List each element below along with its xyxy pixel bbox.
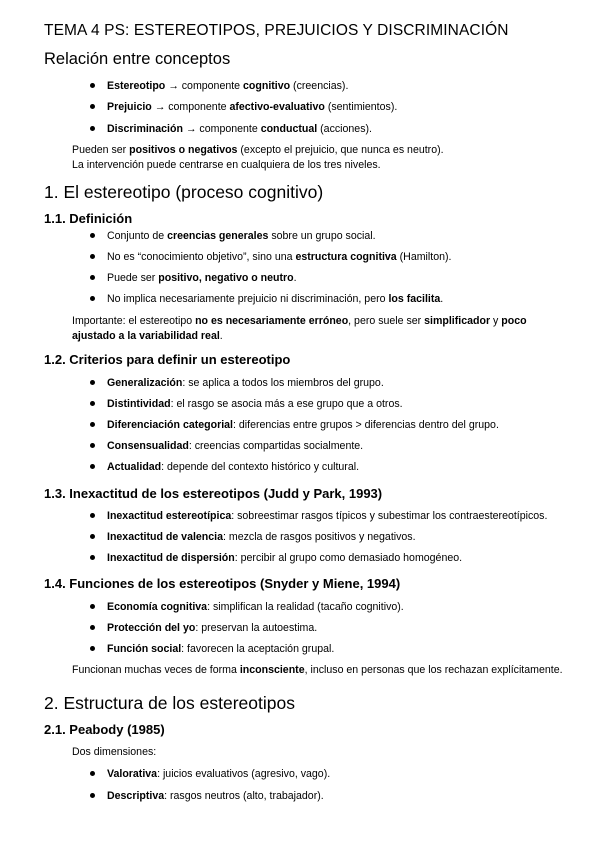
bullet-icon bbox=[90, 126, 95, 131]
list-item: Inexactitud estereotípica: sobreestimar rasgos típicos y subestimar los contraestereotípicos. bbox=[90, 510, 547, 522]
section-heading-relacion: Relación entre conceptos bbox=[44, 50, 231, 68]
list-item: Descriptiva: rasgos neutros (alto, trabajador). bbox=[90, 790, 324, 802]
section-heading-estereotipo: 1. El estereotipo (proceso cognitivo) bbox=[44, 182, 324, 202]
list-item: Protección del yo: preservan la autoestima. bbox=[90, 622, 317, 634]
bullet-icon bbox=[90, 646, 95, 651]
bullet-icon bbox=[90, 625, 95, 630]
list-item: Valorativa: juicios evaluativos (agresivo, vago). bbox=[90, 768, 330, 780]
list-item: Conjunto de creencias generales sobre un grupo social. bbox=[90, 230, 376, 242]
bullet-icon bbox=[90, 296, 95, 301]
bullet-icon bbox=[90, 233, 95, 238]
list-item: Actualidad: depende del contexto histórico y cultural. bbox=[90, 461, 359, 473]
list-item: Diferenciación categorial: diferencias entre grupos > diferencias dentro del grupo. bbox=[90, 419, 499, 431]
bullet-icon bbox=[90, 443, 95, 448]
list-item: No es “conocimiento objetivo”, sino una estructura cognitiva (Hamilton). bbox=[90, 251, 451, 263]
bullet-icon bbox=[90, 555, 95, 560]
bullet-icon bbox=[90, 534, 95, 539]
section-heading-estructura: 2. Estructura de los estereotipos bbox=[44, 693, 295, 713]
page-title: TEMA 4 PS: ESTEREOTIPOS, PREJUICIOS Y DISCRIMINACIÓN bbox=[44, 22, 509, 39]
list-item: Distintividad: el rasgo se asocia más a ese grupo que a otros. bbox=[90, 398, 403, 410]
bullet-icon bbox=[90, 254, 95, 259]
important-note-cont: ajustado a la variabilidad real. bbox=[72, 330, 223, 342]
list-item: Inexactitud de valencia: mezcla de rasgos positivos y negativos. bbox=[90, 531, 416, 543]
list-item: No implica necesariamente prejuicio ni discriminación, pero los facilita. bbox=[90, 293, 443, 305]
subsection-heading-definicion: 1.1. Definición bbox=[44, 211, 133, 226]
bullet-icon bbox=[90, 793, 95, 798]
list-item: Consensualidad: creencias compartidas socialmente. bbox=[90, 440, 363, 452]
bullet-icon bbox=[90, 104, 95, 109]
subsection-heading-peabody: 2.1. Peabody (1985) bbox=[44, 722, 165, 737]
list-item: Función social: favorecen la aceptación grupal. bbox=[90, 643, 334, 655]
list-item: Economía cognitiva: simplifican la realidad (tacaño cognitivo). bbox=[90, 601, 404, 613]
bullet-icon bbox=[90, 513, 95, 518]
subsection-heading-funciones: 1.4. Funciones de los estereotipos (Snyder y Miene, 1994) bbox=[44, 576, 401, 591]
bullet-icon bbox=[90, 380, 95, 385]
bullet-icon bbox=[90, 83, 95, 88]
paragraph: Funcionan muchas veces de forma inconsciente, incluso en personas que los rechazan explícitamente. bbox=[72, 664, 563, 676]
subsection-heading-criterios: 1.2. Criterios para definir un estereotipo bbox=[44, 352, 291, 367]
bullet-icon bbox=[90, 275, 95, 280]
list-item: Puede ser positivo, negativo o neutro. bbox=[90, 272, 297, 284]
subsection-heading-inexactitud: 1.3. Inexactitud de los estereotipos (Judd y Park, 1993) bbox=[44, 486, 383, 501]
list-item: Generalización: se aplica a todos los miembros del grupo. bbox=[90, 377, 384, 389]
bullet-icon bbox=[90, 422, 95, 427]
important-note: Importante: el estereotipo no es necesariamente erróneo, pero suele ser simplificador y poco bbox=[72, 315, 527, 327]
list-item: Discriminación → componente conductual (acciones). bbox=[90, 123, 372, 135]
bullet-icon bbox=[90, 464, 95, 469]
paragraph: Pueden ser positivos o negativos (excepto el prejuicio, que nunca es neutro). bbox=[72, 144, 444, 156]
bullet-icon bbox=[90, 771, 95, 776]
bullet-icon bbox=[90, 401, 95, 406]
paragraph: Dos dimensiones: bbox=[72, 746, 157, 758]
list-item: Inexactitud de dispersión: percibir al grupo como demasiado homogéneo. bbox=[90, 552, 462, 564]
list-item: Estereotipo → componente cognitivo (creencias). bbox=[90, 80, 348, 92]
bullet-icon bbox=[90, 604, 95, 609]
list-item: Prejuicio → componente afectivo-evaluativo (sentimientos). bbox=[90, 101, 397, 113]
paragraph: La intervención puede centrarse en cualquiera de los tres niveles. bbox=[72, 159, 381, 171]
